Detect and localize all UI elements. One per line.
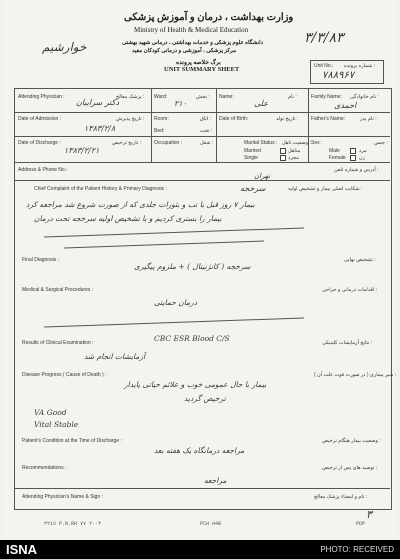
final-diagnosis-value: سرخجه ( کانژنیتال ) + ملزوم پیگیری xyxy=(134,262,251,271)
address-label: Address & Phone No.: xyxy=(18,167,68,173)
ward-value: ۲۱۰ xyxy=(174,99,187,108)
unit-no-label: Unit No.: xyxy=(314,63,334,69)
page-number: ۳ xyxy=(366,508,372,521)
form-title-en: UNIT SUMMARY SHEET xyxy=(164,66,240,73)
photo-credit: PHOTO: RECEIVED xyxy=(320,545,394,554)
unit-no-value: ۷۸۸۹۶۷ xyxy=(322,70,355,81)
room-label-fa: اتاق : xyxy=(200,116,211,122)
hospital-name: مرکز پزشکی ، آموزشی و درمانی کودکان مفید xyxy=(132,48,237,54)
discharge-date-label-fa: تاریخ ترخیص : xyxy=(112,140,141,146)
married-label-fa: متاهل xyxy=(288,148,301,154)
ministry-title-fa: وزارت بهداشت ، درمان و آموزش پزشکی xyxy=(124,12,294,23)
clinical-line-2: آزمایشات انجام شد xyxy=(84,352,146,361)
sex-label: Sex : xyxy=(311,140,323,146)
family-name-label-fa: نام خانوادگی : xyxy=(350,94,379,100)
name-value: علی xyxy=(254,99,269,108)
university-name: دانشگاه علوم پزشکی و خدمات بهداشتی ، درمانی شهید بهشتی xyxy=(122,40,264,46)
clinical-results-label: Results of Clinical Examination : xyxy=(22,340,94,346)
attending-signature-label-fa: نام و امضاء پزشک معالج : xyxy=(314,494,368,500)
procedures-label: Medical & Surgical Procedures : xyxy=(22,287,94,293)
chief-complaint-value: سرخجه xyxy=(240,184,266,193)
ward-label-fa: بخش : xyxy=(196,94,210,100)
form-code-right: PDP xyxy=(356,521,366,527)
address-value: تهران xyxy=(254,172,271,180)
procedures-value: درمان حمایتی xyxy=(154,298,198,307)
chief-complaint-label: Chief Complaint of the Patient History & Primary Diagnosis : xyxy=(34,186,167,192)
female-label: Female xyxy=(329,155,346,161)
disease-progress-label: Disease Progress ( Cause of Death ) : xyxy=(22,372,107,378)
attending-signature-label: Attending Physician's Name & Sign : xyxy=(22,494,103,500)
recommendations-label: Recommendations : xyxy=(22,465,67,471)
handwritten-date-right: ۳/۳/۸۳ xyxy=(304,30,344,46)
physician-value: دکتر سراییان xyxy=(76,98,120,107)
condition-line-2: Vital Stable xyxy=(34,420,79,429)
condition-label-fa: وضعیت بیمار هنگام ترخیص : xyxy=(322,438,381,444)
family-name-value: احمدی xyxy=(334,101,357,110)
married-label: Married xyxy=(244,148,261,154)
recommendations-line-2: مراجعه xyxy=(204,476,227,485)
form-code-left: ٣٢٤٥ P.N.RH ٢٠٠٣ ٧٧ xyxy=(44,521,102,527)
recommendations-label-fa: توصیه های پس از ترخیص : xyxy=(322,465,378,471)
history-line-1: بیمار ۷ روز قبل با تب و بثورات جلدی که از صورت شروع شد مراجعه کرد xyxy=(26,200,255,209)
male-label-fa: مرد xyxy=(359,148,367,154)
form-code-mid: PCH H4B xyxy=(200,521,222,527)
name-label-fa: نام : xyxy=(288,94,297,100)
isna-logo: ISNA xyxy=(6,542,38,557)
marital-status-label-fa: وضعیت تاهل : xyxy=(282,140,311,146)
final-diagnosis-label-fa: تشخیص نهایی : xyxy=(344,257,376,263)
unit-no-box xyxy=(310,60,384,84)
recommendations-line-1: مراجعه درمانگاه یک هفته بعد xyxy=(154,446,245,455)
married-checkbox xyxy=(280,148,286,154)
birth-date-label-fa: تاریخ تولد : xyxy=(276,116,299,122)
medical-form xyxy=(4,0,396,540)
chief-complaint-label-fa: شکایت اصلی بیمار و تشخیص اولیه : xyxy=(288,186,363,192)
progress-line-1: بیمار با حال عمومی خوب و علائم حیاتی پایدار xyxy=(124,380,267,389)
attending-physician-label: Attending Physician : xyxy=(18,94,65,100)
procedures-label-fa: اقدامات درمانی و جراحی : xyxy=(322,287,377,293)
fathers-name-label-fa: نام پدر : xyxy=(360,116,377,122)
room-label: Room: xyxy=(154,116,169,122)
attending-physician-label-fa: پزشک معالج : xyxy=(116,94,145,100)
final-diagnosis-label: Final Diagnosis : xyxy=(22,257,59,263)
history-line-2: بیمار را بستری کردیم و با تشخیص اولیه سرخجه تحت درمان xyxy=(34,214,222,223)
bed-label: Bed: xyxy=(154,128,165,134)
condition-label: Patient's Condition at the Time of Discharge : xyxy=(22,438,122,444)
single-label-fa: مجرد xyxy=(288,155,299,161)
occupation-label: Occupation : xyxy=(154,140,183,146)
discharge-date-label: Date of Discharge : xyxy=(18,140,61,146)
birth-date-label: Date of Birth: xyxy=(219,116,249,122)
name-label: Name: xyxy=(219,94,234,100)
female-checkbox xyxy=(350,155,356,161)
family-name-label: Family Name: xyxy=(311,94,342,100)
ministry-title-en: Ministry of Health & Medical Education xyxy=(134,26,249,34)
handwritten-note-left: خوارشیم xyxy=(42,40,87,54)
discharge-date-value: ۱۳۸۳/۲/۲۱ xyxy=(64,146,100,155)
progress-line-2: ترخیص گردید xyxy=(184,394,226,403)
condition-line-1: VA Good xyxy=(34,408,67,417)
ward-label: Ward: xyxy=(154,94,168,100)
address-label-fa: آدرس و شماره تلفن : xyxy=(334,167,379,173)
marital-status-label: Marital Status : xyxy=(244,140,278,146)
unit-no-label-fa: شماره پرونده : xyxy=(344,63,376,69)
female-label-fa: زن xyxy=(359,155,366,161)
bed-label-fa: تخت : xyxy=(200,128,213,134)
disease-progress-label-fa: سیر بیماری ( در صورت فوت علت آن ) : xyxy=(314,372,397,378)
admission-date-label-fa: تاریخ پذیرش : xyxy=(116,116,145,122)
form-title-fa: برگ خلاصه پرونده xyxy=(176,60,221,66)
single-checkbox xyxy=(280,155,286,161)
sex-label-fa: جنس : xyxy=(374,140,388,146)
single-label: Single xyxy=(244,155,258,161)
fathers-name-label: Father's Name: xyxy=(311,116,346,122)
male-label: Male xyxy=(329,148,340,154)
occupation-label-fa: شغل : xyxy=(200,140,214,146)
admission-date-label: Date of Admission : xyxy=(18,116,62,122)
admission-date-value: ۱۳۸۳/۲/۸ xyxy=(84,124,116,133)
male-checkbox xyxy=(350,148,356,154)
clinical-results-label-fa: نتایج آزمایشات کلینیکی : xyxy=(322,340,373,346)
clinical-line-1: CBC ESR Blood C/S xyxy=(154,334,230,343)
